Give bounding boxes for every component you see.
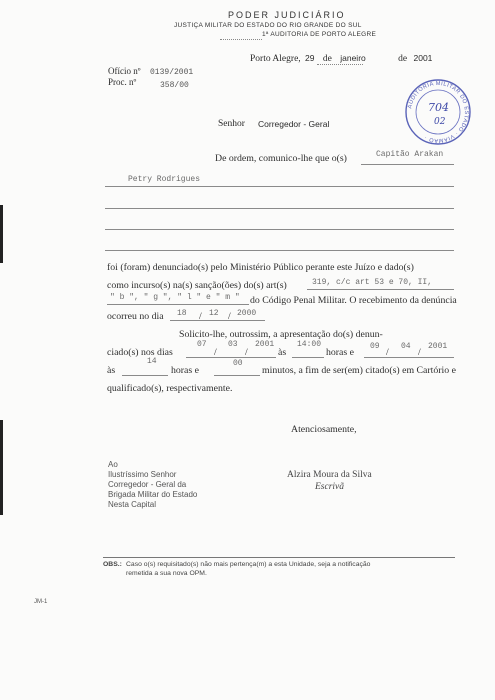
fill-rule [107, 304, 249, 305]
date-slash: / [214, 347, 217, 358]
date2-min: 00 [233, 359, 243, 368]
fill-rule [361, 164, 454, 165]
addressee-line: Brigada Militar do Estado [108, 490, 198, 499]
fill-rule [186, 357, 276, 358]
fill-rule [105, 250, 454, 251]
proc-label: Proc. nº [108, 77, 137, 87]
signature-title: Escrivã [315, 482, 345, 492]
fill-rule [105, 208, 454, 209]
addressee-line: Ilustríssimo Senhor [108, 470, 177, 479]
fill-rule [170, 320, 265, 321]
addressee-ao: Ao [108, 460, 118, 469]
accused-name-1: Capitão Arakan [376, 150, 444, 159]
footnote-line-2: remetida a sua nova OPM. [126, 570, 207, 577]
addressee-line: Nesta Capital [108, 500, 157, 509]
fill-rule [364, 357, 454, 358]
header-dotted-line [220, 39, 262, 40]
fill-rule [105, 229, 454, 230]
fill-rule [122, 375, 168, 376]
receipt-year: 2000 [237, 309, 257, 318]
date-slash: / [199, 311, 202, 322]
date1-sep: às [278, 347, 287, 358]
para-line-7-suffix: minutos, a fim de ser(em) citado(s) em Cartório e [262, 365, 456, 376]
oficio-label: Ofício nº [108, 66, 141, 76]
date1-year: 2001 [255, 340, 275, 349]
date-line [250, 53, 432, 64]
scan-edge-mark [0, 420, 3, 515]
stamp-number-1: 704 [428, 101, 449, 114]
date1-time: 14:00 [297, 340, 322, 349]
date-slash: / [228, 311, 231, 322]
stamp-ring-text: AUDITORIA MILITAR DO ESTADO · VIAMÃO · [407, 80, 470, 144]
date-year: 2001 [413, 53, 433, 63]
para-line-5: Solicito-lhe, outrossim, a apresentação do(s) denun- [179, 329, 383, 340]
para-line-1: foi (foram) denunciado(s) pelo Ministério Público perante este Juízo e dado(s) [107, 262, 414, 273]
addressee-line: Corregedor - Geral da [108, 480, 187, 489]
accused-name-2: Petry Rodrigues [128, 175, 201, 184]
date-sep: de [322, 54, 332, 64]
fill-rule [214, 375, 260, 376]
para-line-6: ciado(s) nos dias [107, 347, 173, 358]
date1-hours: horas e [326, 347, 355, 358]
closing: Atenciosamente, [291, 424, 357, 435]
scan-edge-mark [0, 205, 3, 263]
fill-rule [307, 289, 454, 290]
oficio-value: 0139/2001 [150, 68, 194, 77]
signature-name: Alzira Moura da Silva [287, 470, 372, 480]
para-line-3: do Código Penal Militar. O recebimento da denúncia [250, 295, 457, 306]
salutation-value: Corregedor - Geral [258, 119, 330, 129]
date2-day: 09 [370, 342, 380, 351]
protocol-stamp [404, 78, 472, 146]
fill-rule [292, 357, 324, 358]
date-slash: / [386, 347, 389, 358]
proc-value: 358/00 [160, 81, 189, 90]
para-line-4: ocorreu no dia [107, 311, 164, 322]
date2-hour: 14 [147, 357, 157, 366]
addressee-block [108, 470, 197, 510]
receipt-month: 12 [209, 309, 219, 318]
salutation-label: Senhor [218, 119, 245, 129]
form-code: JM-1 [34, 599, 48, 605]
date-underline [317, 64, 363, 65]
para-line-2: como incurso(s) na(s) sanção(ões) do(s) art(s) [107, 280, 287, 291]
articles-2: " b ", " g ", " l " e " m " [110, 293, 240, 302]
body-line-1: De ordem, comunico-lhe que o(s) [215, 153, 347, 164]
header-office: 1ª AUDITORIA DE PORTO ALEGRE [262, 31, 377, 38]
date-city: Porto Alegre, [250, 54, 301, 64]
footnote-label: OBS.: [103, 561, 122, 568]
fill-rule [105, 186, 454, 187]
header-org: PODER JUDICIÁRIO [228, 10, 346, 20]
date-slash: / [418, 347, 421, 358]
articles-1: 319, c/c art 53 e 70, II, [312, 278, 433, 287]
date1-day: 07 [197, 340, 207, 349]
date-sep2: de [398, 54, 408, 64]
para-line-8: qualificado(s), respectivamente. [107, 383, 233, 394]
date2-month: 04 [401, 342, 411, 351]
para-line-7: às [107, 365, 116, 376]
footnote-line-1: Caso o(s) requisitado(s) não mais pertença(m) a esta Unidade, seja a notificação [126, 561, 371, 568]
receipt-day: 18 [177, 309, 187, 318]
header-court: JUSTIÇA MILITAR DO ESTADO DO RIO GRANDE DO SUL [174, 22, 362, 29]
para-line-7-mid: horas e [171, 365, 200, 376]
footnote-rule [103, 557, 455, 558]
date-day: 29 [305, 53, 315, 63]
stamp-number-2: 02 [434, 117, 446, 127]
date2-year: 2001 [428, 342, 448, 351]
date-slash: / [245, 347, 248, 358]
date1-month: 03 [228, 340, 238, 349]
date-month: janeiro [340, 53, 366, 63]
